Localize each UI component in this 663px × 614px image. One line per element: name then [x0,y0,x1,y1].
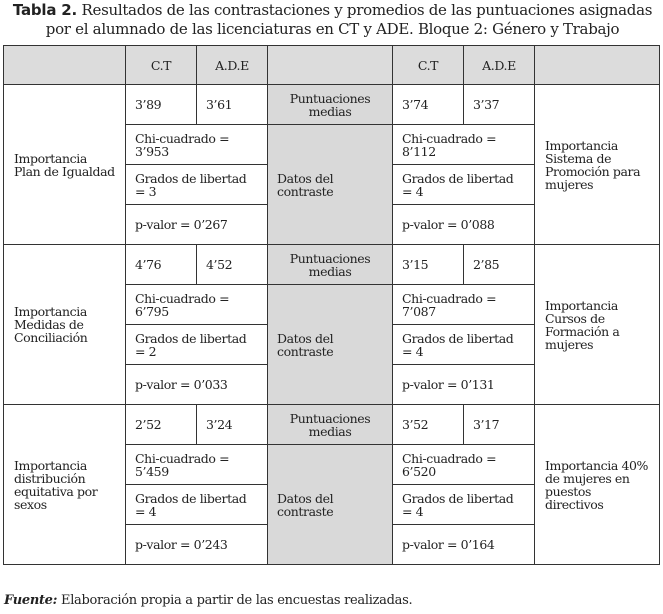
p-value-right: p-valor = 0’088 [393,205,535,245]
p-value-left: p-valor = 0’243 [126,525,268,565]
chi-square-right: Chi-cuadrado = 6’520 [393,445,535,485]
ct-value-left: 4’76 [126,245,197,285]
row-label-left: Importancia Medidas de Conciliación [4,245,126,405]
table-row [4,85,660,125]
puntuaciones-medias-label: Puntuaciones medias [268,245,393,285]
ct-value-left: 3’89 [126,85,197,125]
p-value-left: p-valor = 0’033 [126,365,268,405]
table-row [4,405,660,445]
source-label: Fuente: [4,593,58,608]
ct-value-right: 3’74 [393,85,464,125]
chi-square-left: Chi-cuadrado = 3’953 [126,125,268,165]
p-value-right: p-valor = 0’131 [393,365,535,405]
ade-value-left: 3’24 [197,405,268,445]
chi-square-left: Chi-cuadrado = 6’795 [126,285,268,325]
header-blank-middle [268,46,393,85]
ade-value-right: 3’37 [464,85,535,125]
degrees-freedom-left: Grados de libertad = 3 [126,165,268,205]
ct-value-right: 3’52 [393,405,464,445]
chi-square-right: Chi-cuadrado = 7’087 [393,285,535,325]
degrees-freedom-left: Grados de libertad = 4 [126,485,268,525]
datos-contraste-label: Datos del contraste [268,285,393,405]
ct-value-left: 2’52 [126,405,197,445]
caption-label: Tabla 2. [12,1,78,19]
table-row [4,245,660,285]
source-text: Elaboración propia a partir de las encuestas realizadas. [61,593,413,608]
header-blank-right [535,46,660,85]
header-ade-right: A.D.E [464,46,535,85]
header-ct-left: C.T [126,46,197,85]
puntuaciones-medias-label: Puntuaciones medias [268,85,393,125]
degrees-freedom-right: Grados de libertad = 4 [393,165,535,205]
datos-contraste-label: Datos del contraste [268,445,393,565]
p-value-right: p-valor = 0’164 [393,525,535,565]
row-label-right: Importancia Cursos de Formación a mujeres [535,245,660,405]
row-label-right: Importancia 40% de mujeres en puestos directivos [535,405,660,565]
ade-value-right: 3’17 [464,405,535,445]
chi-square-left: Chi-cuadrado = 5’459 [126,445,268,485]
row-label-left: Importancia Plan de Igualdad [4,85,126,245]
datos-contraste-label: Datos del contraste [268,125,393,245]
degrees-freedom-right: Grados de libertad = 4 [393,325,535,365]
ade-value-left: 4’52 [197,245,268,285]
header-ade-left: A.D.E [197,46,268,85]
header-ct-right: C.T [393,46,464,85]
ct-value-right: 3’15 [393,245,464,285]
source-note [4,593,412,608]
results-table [3,45,660,565]
header-blank-left [4,46,126,85]
puntuaciones-medias-label: Puntuaciones medias [268,405,393,445]
row-label-right: Importancia Sistema de Promoción para mujeres [535,85,660,245]
ade-value-left: 3’61 [197,85,268,125]
chi-square-right: Chi-cuadrado = 8’112 [393,125,535,165]
degrees-freedom-right: Grados de libertad = 4 [393,485,535,525]
p-value-left: p-valor = 0’267 [126,205,268,245]
row-label-left: Importancia distribución equitativa por sexos [4,405,126,565]
header-row [4,46,660,85]
caption-text: Resultados de las contrastaciones y promedios de las puntuaciones asignadas por el alumnado de las licenciaturas en CT y ADE. Bloque 2: Género y Trabajo [45,1,653,38]
degrees-freedom-left: Grados de libertad = 2 [126,325,268,365]
table-caption [4,1,661,39]
ade-value-right: 2’85 [464,245,535,285]
